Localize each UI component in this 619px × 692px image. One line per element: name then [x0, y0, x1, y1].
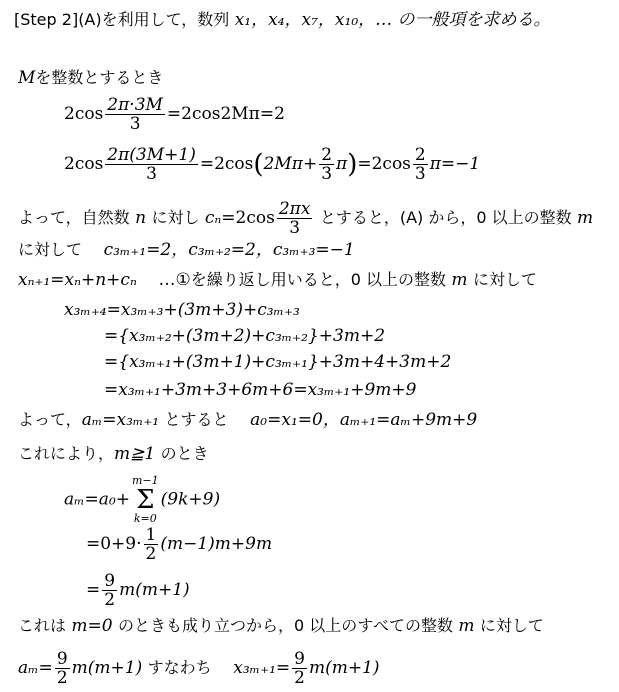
def-text-2: に対し: [151, 208, 200, 227]
frac-b3-num: 2: [414, 145, 426, 165]
frac-b-den: 3: [146, 164, 157, 184]
seq-def-eq: aₘ=x₃ₘ₊₁: [81, 410, 160, 430]
final-lhs: aₘ=: [18, 658, 53, 678]
fraction-b3: [413, 146, 428, 183]
eq-a-lhs: 2cos: [64, 104, 104, 124]
def-text-1: よって，自然数: [18, 208, 130, 227]
frac-a-num: 2π·3M: [107, 95, 163, 115]
frac-b3-den: 3: [414, 164, 426, 184]
step1-b: (m−1)m+9m: [160, 534, 273, 554]
a-ref: (A): [78, 10, 102, 29]
frac-b-num: 2π(3M+1): [107, 145, 196, 165]
final-den: 2: [56, 668, 68, 688]
step2-den: 2: [104, 590, 116, 610]
recurrence-text-2: に対して: [472, 270, 537, 289]
seq-def-text: よって，: [18, 410, 82, 429]
def-eq: =2cos: [221, 208, 275, 228]
final-num2: 9: [294, 649, 305, 669]
frac-c-num: 2πx: [278, 199, 311, 219]
values-text: に対して: [18, 240, 83, 259]
frac-b2-den: 3: [321, 164, 333, 184]
concl-cond: m=0: [71, 616, 113, 636]
var-m: m: [451, 270, 468, 290]
simplify-step-2: [86, 572, 190, 609]
recurrence-text: を繰り返し用いると，0 以上の整数: [190, 270, 446, 289]
simplify-step-1: [86, 526, 272, 563]
var-m: m: [577, 208, 594, 228]
calc-line: ={x₃ₘ₊₁+(3m+1)+c₃ₘ₊₁}+3m+4+3m+2: [104, 352, 452, 372]
final-result: [18, 650, 380, 687]
seq-def-text-2: とすると: [164, 410, 229, 429]
eq-b-tail: π=−1: [429, 154, 481, 174]
recurrence-eq: xₙ₊₁=xₙ+n+cₙ: [18, 270, 137, 290]
condition-line: [18, 444, 209, 464]
fraction-final2: [292, 650, 307, 687]
var-M: M: [18, 68, 36, 88]
final-num: 9: [56, 649, 68, 669]
cond-eq: m≧1: [114, 444, 156, 464]
intro-line: [18, 68, 163, 88]
concl-text-2: のときも成り立つから，0 以上のすべての整数: [118, 616, 453, 635]
sum-body: (9k+9): [160, 489, 221, 510]
step2-a: =: [86, 580, 101, 600]
frac-c-den: 3: [289, 218, 301, 238]
fraction-step1: [144, 526, 159, 563]
frac-a-den: 3: [129, 114, 141, 134]
sum-lhs: aₘ=a₀+: [64, 489, 130, 510]
var-cn: cₙ: [204, 208, 222, 228]
sum-equation: [64, 474, 220, 526]
calc-line: ={x₃ₘ₊₂+(3m+2)+c₃ₘ₊₂}+3m+2: [104, 326, 386, 346]
sigma-bottom: k=0: [133, 512, 157, 525]
var-m: m: [458, 616, 475, 636]
final-text: すなわち: [147, 658, 212, 677]
fraction-c: [277, 200, 313, 237]
final-b2: m(m+1): [308, 658, 380, 678]
values-eq: c₃ₘ₊₁=2，c₃ₘ₊₂=2，c₃ₘ₊₃=−1: [103, 240, 355, 260]
equation-b: 2cos $\frac{2\pi(3M+1)}{3}$ =2cos(2Mπ+ $\frac{2}{3}$ π)=2cos $\frac{2}{3}$ π=−1: [64, 145, 481, 184]
step-heading: [14, 10, 551, 30]
definition-line: [18, 200, 593, 237]
seq-def-eq2: a₀=x₁=0，aₘ₊₁=aₘ+9m+9: [250, 410, 478, 430]
recurrence-line: [18, 270, 537, 290]
circle-one-icon: ①: [175, 270, 191, 290]
eq-b-paren: 2Mπ+: [263, 154, 318, 174]
ellipsis: …: [158, 270, 176, 290]
equation-a: [64, 96, 285, 133]
final-b: m(m+1): [71, 658, 143, 678]
intro-text: を整数とするとき: [35, 68, 164, 87]
step-text: を利用して，数列: [101, 10, 230, 29]
step1-den: 2: [145, 544, 157, 564]
conclusion-line: [18, 616, 544, 636]
concl-text: これは: [18, 616, 67, 635]
concl-text-3: に対して: [479, 616, 544, 635]
fraction-final: [55, 650, 70, 687]
fraction-a: [105, 96, 165, 133]
fraction-b2: [319, 146, 334, 183]
step2-b: m(m+1): [119, 580, 190, 600]
eq-b-eq2: =2cos: [357, 154, 411, 174]
cond-text-2: のとき: [160, 444, 209, 463]
final-den2: 2: [294, 668, 305, 688]
var-n: n: [135, 208, 147, 228]
step1-a: =0+9·: [86, 534, 142, 554]
seq-text: x₁，x₄，x₇，x₁₀，… の一般項を求める。: [234, 10, 551, 30]
calc-line: x₃ₘ₊₄=x₃ₘ₊₃+(3m+3)+c₃ₘ₊₃: [64, 300, 300, 320]
cond-text: これにより，: [18, 444, 115, 463]
final-lhs2: x₃ₘ₊₁=: [233, 658, 291, 678]
sigma-top: m−1: [132, 474, 159, 487]
def-text-3: とすると，(A) から，0 以上の整数: [319, 208, 572, 227]
eq-b-lhs: 2cos: [64, 154, 104, 174]
fraction-step2: [102, 572, 117, 609]
fraction-b: [105, 146, 198, 183]
eq-b-pi: π: [336, 154, 348, 174]
step-label: [Step 2]: [14, 10, 79, 29]
eq-a-rhs: =2cos2Mπ=2: [166, 104, 285, 124]
eq-b-mid: =2cos: [199, 154, 254, 174]
step2-num: 9: [104, 571, 116, 591]
sequence-def-line: [18, 410, 477, 430]
step1-num: 1: [145, 525, 157, 545]
values-line: [18, 240, 355, 260]
frac-b2-num: 2: [321, 145, 333, 165]
calc-line: =x₃ₘ₊₁+3m+3+6m+6=x₃ₘ₊₁+9m+9: [104, 380, 417, 400]
sigma: m−1 Σ k=0: [132, 474, 159, 525]
